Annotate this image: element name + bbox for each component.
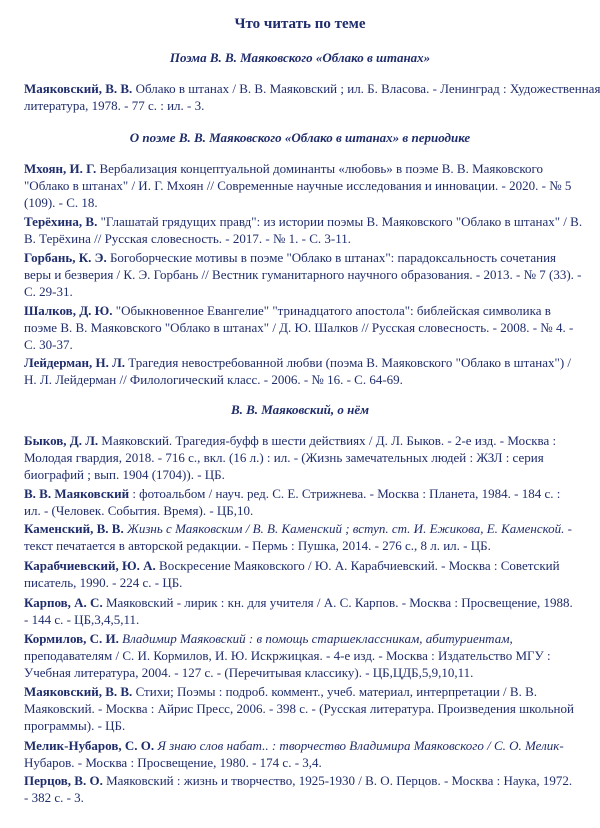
bibliography-entry [24, 683, 600, 734]
entry-text: Владимир Маяковский : в помощь старшеклассникам, абитуриентам, [122, 631, 513, 646]
entry-author: Карабчиевский, Ю. А. [24, 558, 156, 573]
entry-text: Я знаю слов набат.. : творчество Владимира Маяковского / С. О. Мелик- [157, 738, 564, 753]
entry-text: Нубаров. - Москва : Просвещение, 1980. - 174 с. - 3,4. [24, 755, 322, 770]
entry-text: веры и безверия / К. Э. Горбань // Вестник гуманитарного научного образования. - 2013. - № 7 (33). - [24, 267, 582, 282]
entry-author: Лейдерман, Н. Л. [24, 355, 126, 370]
entry-author: Горбань, К. Э. [24, 250, 107, 265]
bibliography-entry [24, 80, 600, 114]
entry-text: В. Терёхина // Русская словесность. - 2017. - № 1. - С. 3-11. [24, 231, 351, 246]
entry-text: Жизнь с Маяковским / В. В. Каменский ; вступ. ст. И. Ежикова, Е. Каменской. - [126, 521, 573, 536]
entry-author: Каменский, В. В. [24, 521, 124, 536]
entry-text: Маяковский : жизнь и творчество, 1925-1930 / В. О. Перцов. - Москва : Наука, 1972. [106, 773, 573, 788]
bibliography-entry [24, 354, 600, 388]
entry-author: Мелик-Нубаров, С. О. [24, 738, 155, 753]
entry-text: : фотоальбом / науч. ред. С. Е. Стрижнева. - Москва : Планета, 1984. - 184 с. : [132, 486, 561, 501]
bibliography-entry [24, 160, 600, 211]
entry-text: литература, 1978. - 77 с. : ил. - 3. [24, 98, 205, 113]
entry-author: Шалков, Д. Ю. [24, 303, 113, 318]
entry-text: "Глашатай грядущих правд": из истории поэмы В. Маяковского "Облако в штанах" / В. [100, 214, 583, 229]
entry-text: текст печатается в авторской редакции. - Пермь : Пушка, 2014. - 276 с., 8 л. ил. - ЦБ. [24, 538, 491, 553]
entry-text: программы). - ЦБ. [24, 718, 126, 733]
entry-text: Воскресение Маяковского / Ю. А. Карабчиевский. - Москва : Советский [159, 558, 560, 573]
entry-text: Трагедия невостребованной любви (поэма В. Маяковского "Облако в штанах") / [128, 355, 572, 370]
entry-author: Перцов, В. О. [24, 773, 103, 788]
bibliography-entry [24, 737, 600, 771]
entry-author: Маяковский, В. В. [24, 684, 133, 699]
bibliography-entry [24, 772, 600, 806]
entry-text: Маяковский. - Москва : Айрис Пресс, 2006. - 398 с. - (Русская литература. Произведения школьной [24, 701, 574, 716]
entry-text: преподавателям / С. И. Кормилов, И. Ю. Искржицкая. - 4-е изд. - Москва : Издательство МГУ : [24, 648, 551, 663]
entry-author: Быков, Д. Л. [24, 433, 99, 448]
entry-text: Молодая гвардия, 2018. - 716 с., вкл. (16 л.) : ил. - (Жизнь замечательных людей : ЖЗЛ : серия [24, 450, 544, 465]
bibliography-entry [24, 630, 600, 681]
bibliography-entry [24, 594, 600, 628]
entry-text: писатель, 1990. - 224 с. - ЦБ. [24, 575, 183, 590]
bibliography-entry [24, 249, 600, 300]
entry-text: ил. - (Человек. События. Время). - ЦБ,10. [24, 503, 254, 518]
section-heading-about: В. В. Маяковский, о нём [230, 402, 370, 417]
entry-text: "Облако в штанах" / И. Г. Мхоян // Современные научные исследования и инновации. - 2020. - № 5 [24, 178, 572, 193]
entry-author: В. В. Маяковский [24, 486, 130, 501]
entry-author: Кормилов, С. И. [24, 631, 119, 646]
entry-text: биографий ; вып. 1904 (1704)). - ЦБ. [24, 467, 225, 482]
bibliography-entry [24, 213, 600, 247]
bibliography-entry [24, 432, 600, 483]
section-heading-poem: Поэма В. В. Маяковского «Облако в штанах» [169, 50, 431, 65]
page-title: Что читать по теме [234, 16, 366, 32]
entry-text: С. 30-37. [24, 337, 73, 352]
entry-text: Богоборческие мотивы в поэме "Облако в штанах": парадоксальность сочетания [109, 250, 556, 265]
entry-text: Стихи; Поэмы : подроб. коммент., учеб. материал, интерпретации / В. В. [135, 684, 538, 699]
entry-author: Маяковский, В. В. [24, 81, 133, 96]
entry-text: С. 29-31. [24, 284, 73, 299]
entry-text: "Обыкновенное Евангелие" "тринадцатого апостола": библейская символика в [115, 303, 551, 318]
entry-text: Учебная литература, 2004. - 127 с. - (Перечитывая классику). - ЦБ,ЦДБ,5,9,10,11. [24, 665, 474, 680]
entry-text: (109). - С. 18. [24, 195, 98, 210]
entry-text: Маяковский. Трагедия-буфф в шести действиях / Д. Л. Быков. - 2-е изд. - Москва : [101, 433, 557, 448]
entry-author: Терёхина, В. [24, 214, 98, 229]
bibliography-entry [24, 302, 600, 353]
entry-author: Карпов, А. С. [24, 595, 103, 610]
section-heading-periodicals: О поэме В. В. Маяковского «Облако в штанах» в периодике [129, 130, 471, 145]
entry-text: поэме В. В. Маяковского "Облако в штанах" / Д. Ю. Шалков // Русская словесность. - 2008. - № 4. - [24, 320, 574, 335]
entry-text: Н. Л. Лейдерман // Филологический класс. - 2006. - № 16. - С. 64-69. [24, 372, 403, 387]
entry-author: Мхоян, И. Г. [24, 161, 97, 176]
entry-text: - 382 с. - 3. [24, 790, 84, 805]
bibliography-entry [24, 557, 600, 591]
entry-text: Облако в штанах / В. В. Маяковский ; ил. Б. Власова. - Ленинград : Художественная [135, 81, 600, 96]
bibliography-entry [24, 485, 600, 519]
entry-text: Вербализация концептуальной доминанты «любовь» в поэме В. В. Маяковского [99, 161, 544, 176]
bibliography-entry [24, 520, 600, 554]
entry-text: Маяковский - лирик : кн. для учителя / А. С. Карпов. - Москва : Просвещение, 1988. [105, 595, 573, 610]
entry-text: - 144 с. - ЦБ,3,4,5,11. [24, 612, 140, 627]
